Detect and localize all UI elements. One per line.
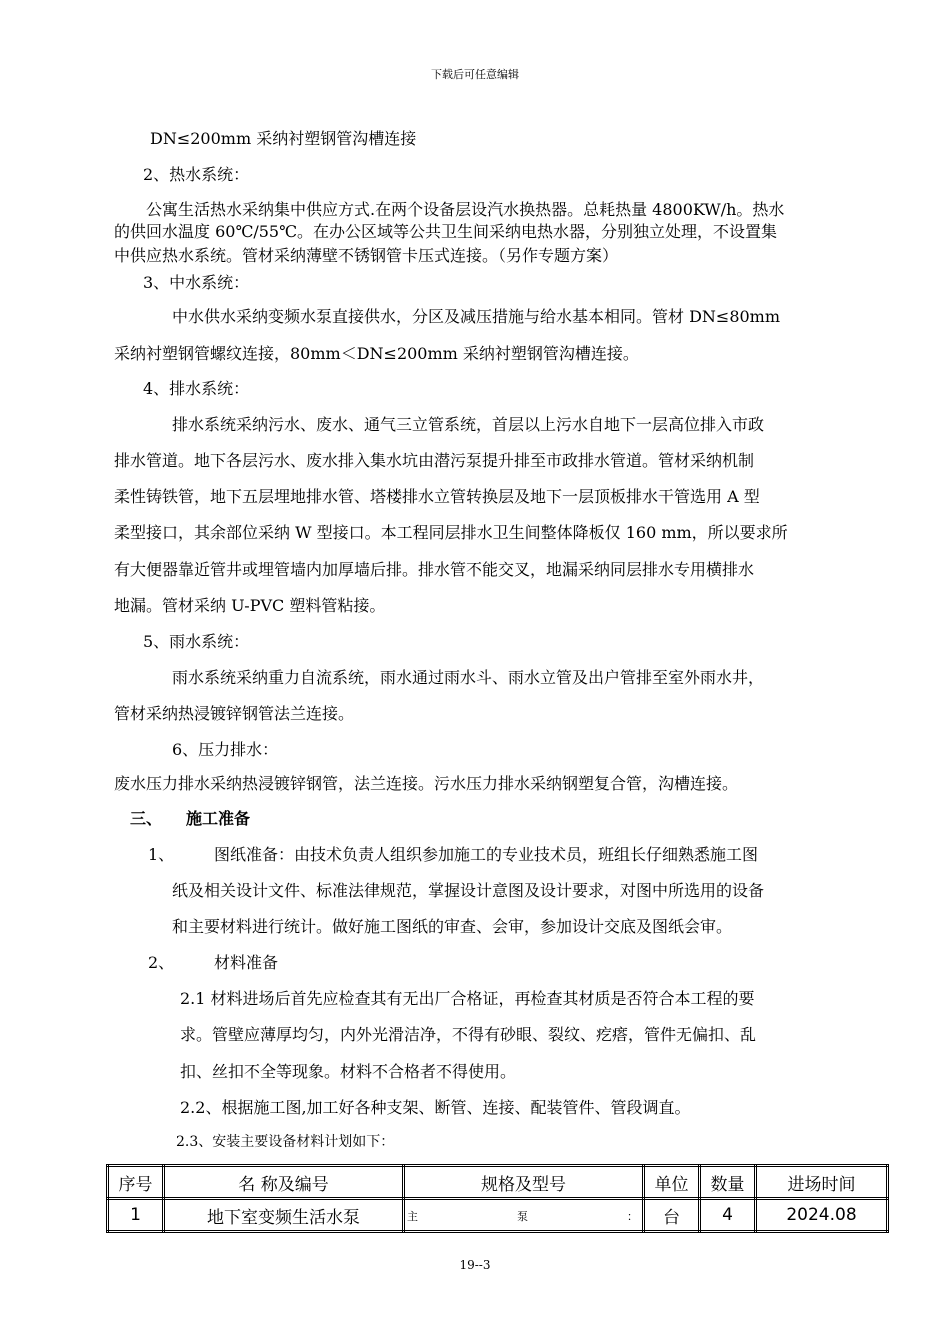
text-line: 排水系统采纳污水、废水、通气三立管系统，首层以上污水自地下一层高位排入市政 — [172, 415, 765, 434]
table-cell-date: 2024.08 — [756, 1199, 888, 1232]
text-line: 废水压力排水采纳热浸镀锌钢管，法兰连接。污水压力排水采纳钢塑复合管，沟槽连接。 — [114, 774, 739, 793]
text-line: 有大便器靠近管井或埋管墙内加厚墙后排。排水管不能交叉，地漏采纳同层排水专用横排水 — [114, 560, 755, 579]
text-line: 求。管壁应薄厚均匀，内外光滑洁净，不得有砂眼、裂纹、疙瘩，管件无偏扣、乱 — [180, 1025, 757, 1044]
table-header-cell: 数量 — [700, 1166, 756, 1199]
table-header-cell: 进场时间 — [756, 1166, 888, 1199]
table-header-cell: 规格及型号 — [404, 1166, 644, 1199]
section-number: 三、 — [130, 809, 163, 828]
section-title: 施工准备 — [186, 809, 251, 828]
text-line: 2.2、根据施工图,加工好各种支架、断管、连接、配装管件、管段调直。 — [180, 1098, 691, 1117]
text-line: 2.1 材料进场后首先应检查其有无出厂合格证，再检查其材质是否符合本工程的要 — [180, 989, 755, 1008]
text-line: DN≤200mm 采纳衬塑钢管沟槽连接 — [150, 129, 417, 148]
materials-table — [106, 1164, 889, 1233]
table-cell-spec — [404, 1199, 644, 1232]
text-line: 管材采纳热浸镀锌钢管法兰连接。 — [114, 704, 355, 723]
text-line: 排水管道。地下各层污水、废水排入集水坑由潜污泵提升排至市政排水管道。管材采纳机制 — [114, 451, 755, 470]
section-heading-rainwater: 5、雨水系统： — [143, 632, 250, 651]
text-line: 雨水系统采纳重力自流系统，雨水通过雨水斗、雨水立管及出户管排至室外雨水井， — [172, 668, 765, 687]
page-number: 19--3 — [459, 1258, 491, 1272]
table-header-row — [108, 1166, 888, 1199]
spec-fragment: ： — [627, 1210, 638, 1223]
text-line: 2.3、安装主要设备材料计划如下： — [176, 1134, 395, 1150]
table-header-cell: 序号 — [108, 1166, 164, 1199]
text-line: 柔型接口，其余部位采纳 W 型接口。本工程同层排水卫生间整体降板仅 160 mm，所以要求所 — [114, 523, 788, 542]
spec-fragment: 泵 — [517, 1210, 528, 1223]
table-header-cell: 单位 — [644, 1166, 700, 1199]
text-line: 材料准备 — [214, 953, 279, 972]
text-line: 中水供水采纳变频水泵直接供水，分区及减压措施与给水基本相同。管材 DN≤80mm — [172, 307, 781, 326]
text-line: 采纳衬塑钢管螺纹连接，80mm＜DN≤200mm 采纳衬塑钢管沟槽连接。 — [114, 344, 639, 363]
page-header: 下载后可任意编辑 — [431, 68, 519, 81]
list-number: 2、 — [148, 953, 175, 972]
text-line: 扣、丝扣不全等现象。材料不合格者不得使用。 — [180, 1062, 517, 1081]
table-cell-no: 1 — [108, 1199, 164, 1232]
table-row — [108, 1199, 888, 1232]
text-line: 图纸准备：由技术负责人组织参加施工的专业技术员，班组长仔细熟悉施工图 — [214, 845, 759, 864]
table-cell-name: 地下室变频生活水泵 — [164, 1199, 404, 1232]
text-line: 公寓生活热水采纳集中供应方式.在两个设备层设汽水换热器。总耗热量 4800KW/h。热水 — [146, 200, 785, 219]
spec-fragment: 主 — [407, 1210, 418, 1223]
text-line: 的供回水温度 60℃/55℃。在办公区域等公共卫生间采纳电热水器，分别独立处理，不设置集 — [114, 222, 777, 241]
text-line: 地漏。管材采纳 U-PVC 塑料管粘接。 — [114, 596, 386, 615]
table-cell-unit: 台 — [644, 1199, 700, 1232]
text-line: 和主要材料进行统计。做好施工图纸的审查、会审，参加设计交底及图纸会审。 — [172, 917, 733, 936]
text-line: 柔性铸铁管，地下五层埋地排水管、塔楼排水立管转换层及地下一层顶板排水干管选用 A 型 — [114, 487, 760, 506]
text-line: 纸及相关设计文件、标准法律规范，掌握设计意图及设计要求，对图中所选用的设备 — [172, 881, 765, 900]
section-heading-hot-water: 2、热水系统： — [143, 165, 250, 184]
table-header-cell: 名 称及编号 — [164, 1166, 404, 1199]
section-heading-pressure-drainage: 6、压力排水： — [172, 740, 279, 759]
list-number: 1、 — [148, 845, 175, 864]
table-cell-qty: 4 — [700, 1199, 756, 1232]
section-heading-drainage: 4、排水系统： — [143, 379, 250, 398]
section-heading-reclaimed-water: 3、中水系统： — [143, 273, 250, 292]
text-line: 中供应热水系统。管材采纳薄壁不锈钢管卡压式连接。（另作专题方案） — [114, 246, 619, 265]
